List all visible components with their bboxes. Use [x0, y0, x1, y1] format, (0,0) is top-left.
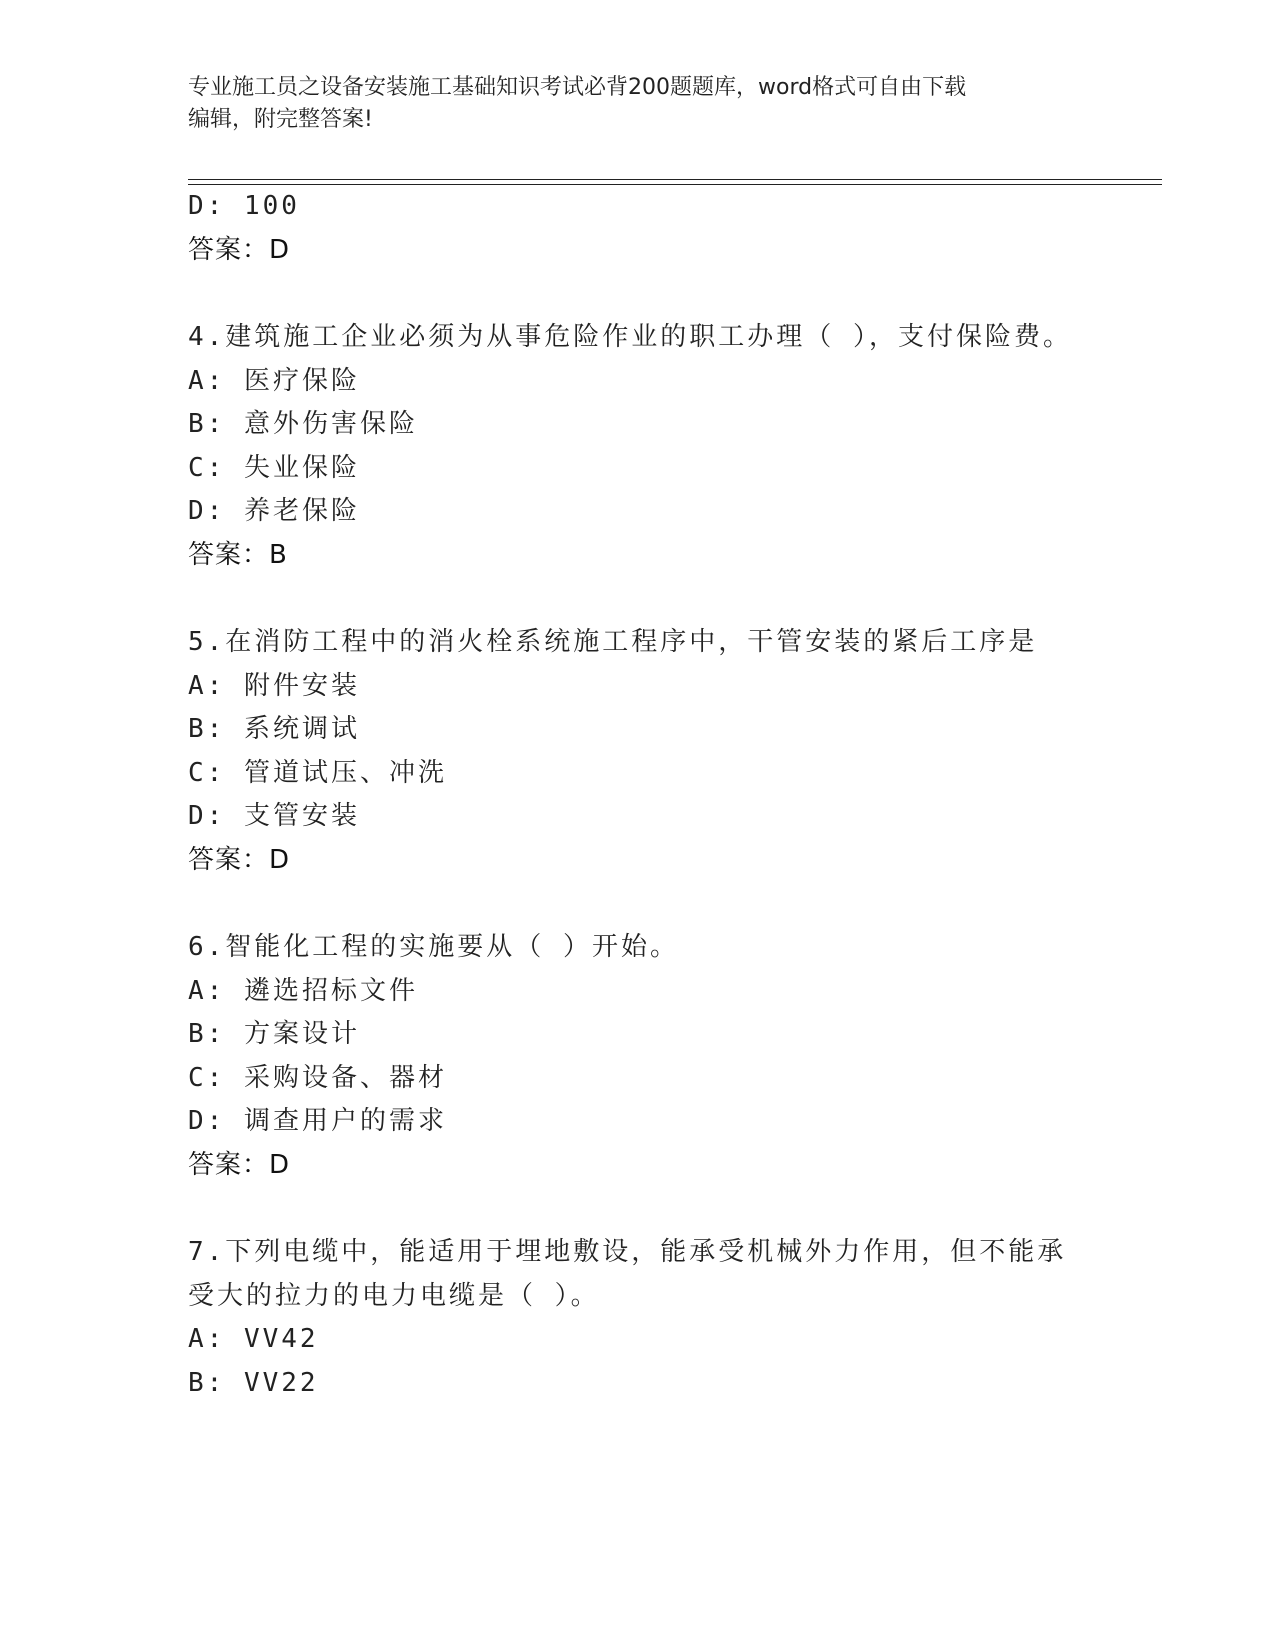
option-d: D: 支管安装 — [188, 801, 360, 831]
option-c: C: 失业保险 — [188, 453, 360, 483]
question-stem: 5.在消防工程中的消火栓系统施工程序中，干管安装的紧后工序是 — [188, 627, 1038, 657]
question-stem-line-2: 受大的拉力的电力电缆是（ ）。 — [188, 1281, 600, 1311]
option-c: C: 采购设备、器材 — [188, 1063, 447, 1093]
header-divider-bottom — [188, 184, 1162, 185]
answer: 答案：D — [188, 845, 291, 875]
option-a: A: 医疗保险 — [188, 366, 360, 396]
option-d: D: 养老保险 — [188, 496, 360, 526]
header-title-line-2: 编辑，附完整答案! — [188, 107, 373, 132]
option-b: B: 方案设计 — [188, 1019, 360, 1049]
option-b: B: VV22 — [188, 1368, 319, 1398]
option-a: A: 附件安装 — [188, 671, 360, 701]
option-a: A: VV42 — [188, 1324, 319, 1354]
answer: 答案：D — [188, 1150, 291, 1180]
option-d: D: 调查用户的需求 — [188, 1106, 447, 1136]
question-stem-line-1: 7.下列电缆中，能适用于埋地敷设，能承受机械外力作用，但不能承 — [188, 1237, 1067, 1267]
answer: 答案：D — [188, 235, 291, 265]
option-c: C: 管道试压、冲洗 — [188, 758, 447, 788]
header-title-line-1: 专业施工员之设备安装施工基础知识考试必背200题题库，word格式可自由下载 — [188, 75, 967, 100]
question-stem: 4.建筑施工企业必须为从事危险作业的职工办理（ ），支付保险费。 — [188, 322, 1072, 352]
option-a: A: 遴选招标文件 — [188, 976, 418, 1006]
document-header — [188, 72, 1068, 136]
header-divider-top — [188, 179, 1162, 180]
option-d: D: 100 — [188, 191, 300, 221]
option-b: B: 意外伤害保险 — [188, 409, 418, 439]
option-b: B: 系统调试 — [188, 714, 360, 744]
answer: 答案：B — [188, 540, 288, 570]
question-stem: 6.智能化工程的实施要从（ ）开始。 — [188, 932, 679, 962]
